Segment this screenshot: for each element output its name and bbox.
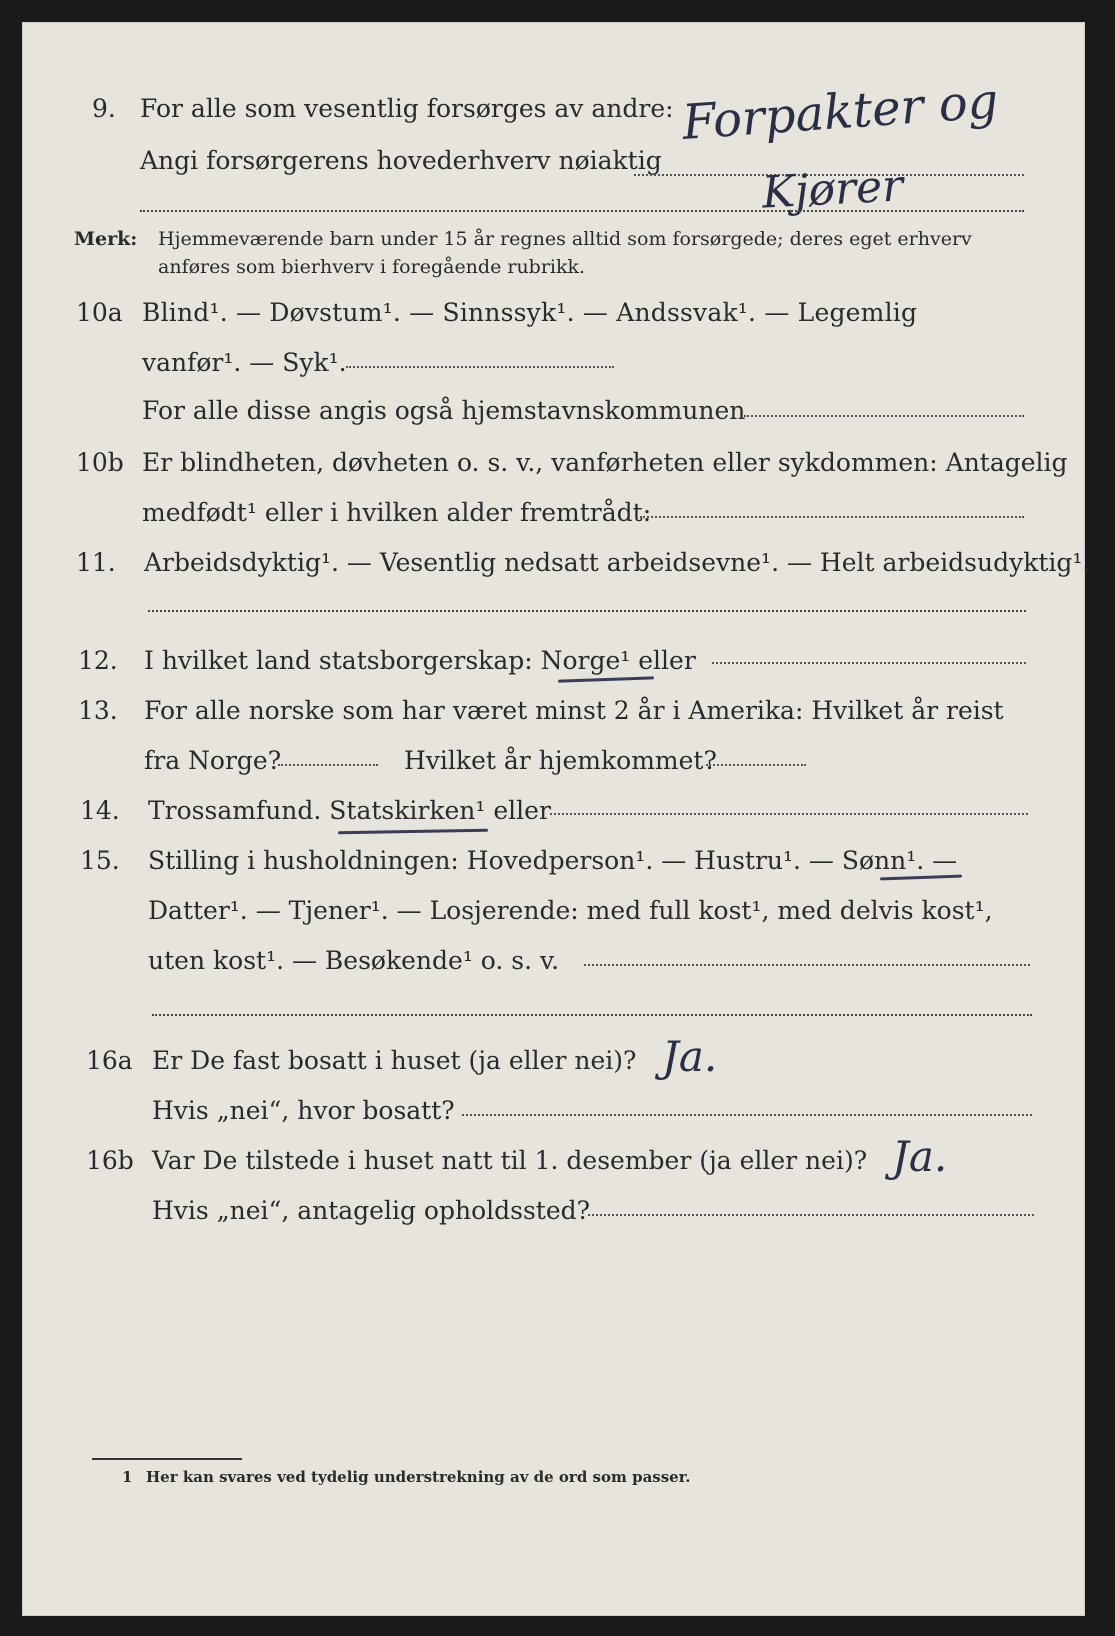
- q10b-answer-line[interactable]: [640, 516, 1024, 518]
- census-form-page: [22, 22, 1091, 1616]
- q16b-line1: Var De tilstede i huset natt til 1. desember (ja eller nei)?: [152, 1146, 868, 1175]
- q16b-opholdssted-line[interactable]: [588, 1214, 1034, 1216]
- q16b-line2: Hvis „nei“, antagelig opholdssted?: [152, 1196, 591, 1225]
- q10a-answer-line[interactable]: [346, 366, 614, 368]
- q12-line1: I hvilket land statsborgerskap: Norge¹ eller: [144, 646, 696, 675]
- q16b-handwritten-answer: Ja.: [892, 1132, 948, 1181]
- q15-answer-line[interactable]: [584, 964, 1030, 966]
- q12-number: 12.: [78, 646, 118, 675]
- q13-line1: For alle norske som har været minst 2 år i Amerika: Hvilket år reist: [144, 696, 1004, 725]
- merk-label: Merk:: [74, 228, 138, 250]
- q9-handwritten-answer-2: Kjører: [760, 160, 905, 219]
- q13-reist-line[interactable]: [278, 764, 378, 766]
- q10a-line2: vanfør¹. — Syk¹.: [142, 348, 347, 377]
- q11-extra-line: [148, 610, 1026, 612]
- q13-number: 13.: [78, 696, 118, 725]
- q16a-line1: Er De fast bosatt i huset (ja eller nei)?: [152, 1046, 637, 1075]
- q10b-line2: medfødt¹ eller i hvilken alder fremtrådt:: [142, 498, 652, 527]
- q9-extra-line: [140, 210, 1024, 212]
- q12-answer-line[interactable]: [712, 662, 1026, 664]
- q10a-line3: For alle disse angis også hjemstavnskommunen: [142, 396, 746, 425]
- q9-number: 9.: [92, 94, 116, 123]
- q10a-hjemstavn-line[interactable]: [744, 415, 1024, 417]
- q9-handwritten-answer-1: Forpakter og: [680, 73, 1001, 151]
- merk-line1: Hjemmeværende barn under 15 år regnes alltid som forsørgede; deres eget erhverv: [158, 228, 972, 250]
- q14-number: 14.: [80, 796, 120, 825]
- q12-norge-underline: [558, 676, 654, 682]
- q11-line1: Arbeidsdyktig¹. — Vesentlig nedsatt arbeidsevne¹. — Helt arbeidsudyktig¹.: [144, 548, 1091, 577]
- q15-number: 15.: [80, 846, 120, 875]
- footnote-mark: 1: [122, 1468, 133, 1486]
- q10a-line1: Blind¹. — Døvstum¹. — Sinnssyk¹. — Andssvak¹. — Legemlig: [142, 298, 918, 327]
- q14-answer-line[interactable]: [550, 813, 1028, 815]
- q13-hjemkommet-line[interactable]: [706, 764, 806, 766]
- q16a-handwritten-answer: Ja.: [662, 1032, 718, 1081]
- q15-extra-line: [152, 1014, 1032, 1016]
- q13-line2b: Hvilket år hjemkommet?: [404, 746, 717, 775]
- q10b-line1: Er blindheten, døvheten o. s. v., vanførheten eller sykdommen: Antagelig: [142, 448, 1068, 477]
- q15-line3: uten kost¹. — Besøkende¹ o. s. v.: [148, 946, 560, 975]
- q10a-number: 10a: [76, 298, 123, 327]
- footnote-separator: [92, 1458, 242, 1460]
- q16b-number: 16b: [86, 1146, 134, 1175]
- q15-line1: Stilling i husholdningen: Hovedperson¹. — Hustru¹. — Sønn¹. —: [148, 846, 958, 875]
- q16a-line2: Hvis „nei“, hvor bosatt?: [152, 1096, 455, 1125]
- q13-line2a: fra Norge?: [144, 746, 282, 775]
- q16a-bosatt-line[interactable]: [462, 1114, 1032, 1116]
- q10b-number: 10b: [76, 448, 124, 477]
- footnote-text: Her kan svares ved tydelig understrekning av de ord som passer.: [146, 1468, 691, 1486]
- q9-line1: For alle som vesentlig forsørges av andre:: [140, 94, 674, 123]
- q14-statskirken-underline: [338, 829, 488, 835]
- q15-line2: Datter¹. — Tjener¹. — Losjerende: med full kost¹, med delvis kost¹,: [148, 896, 993, 925]
- q11-number: 11.: [76, 548, 116, 577]
- merk-line2: anføres som bierhverv i foregående rubrikk.: [158, 256, 586, 278]
- q16a-number: 16a: [86, 1046, 133, 1075]
- q9-line2: Angi forsørgerens hovederhverv nøiaktig: [140, 146, 662, 175]
- q14-line1: Trossamfund. Statskirken¹ eller: [148, 796, 551, 825]
